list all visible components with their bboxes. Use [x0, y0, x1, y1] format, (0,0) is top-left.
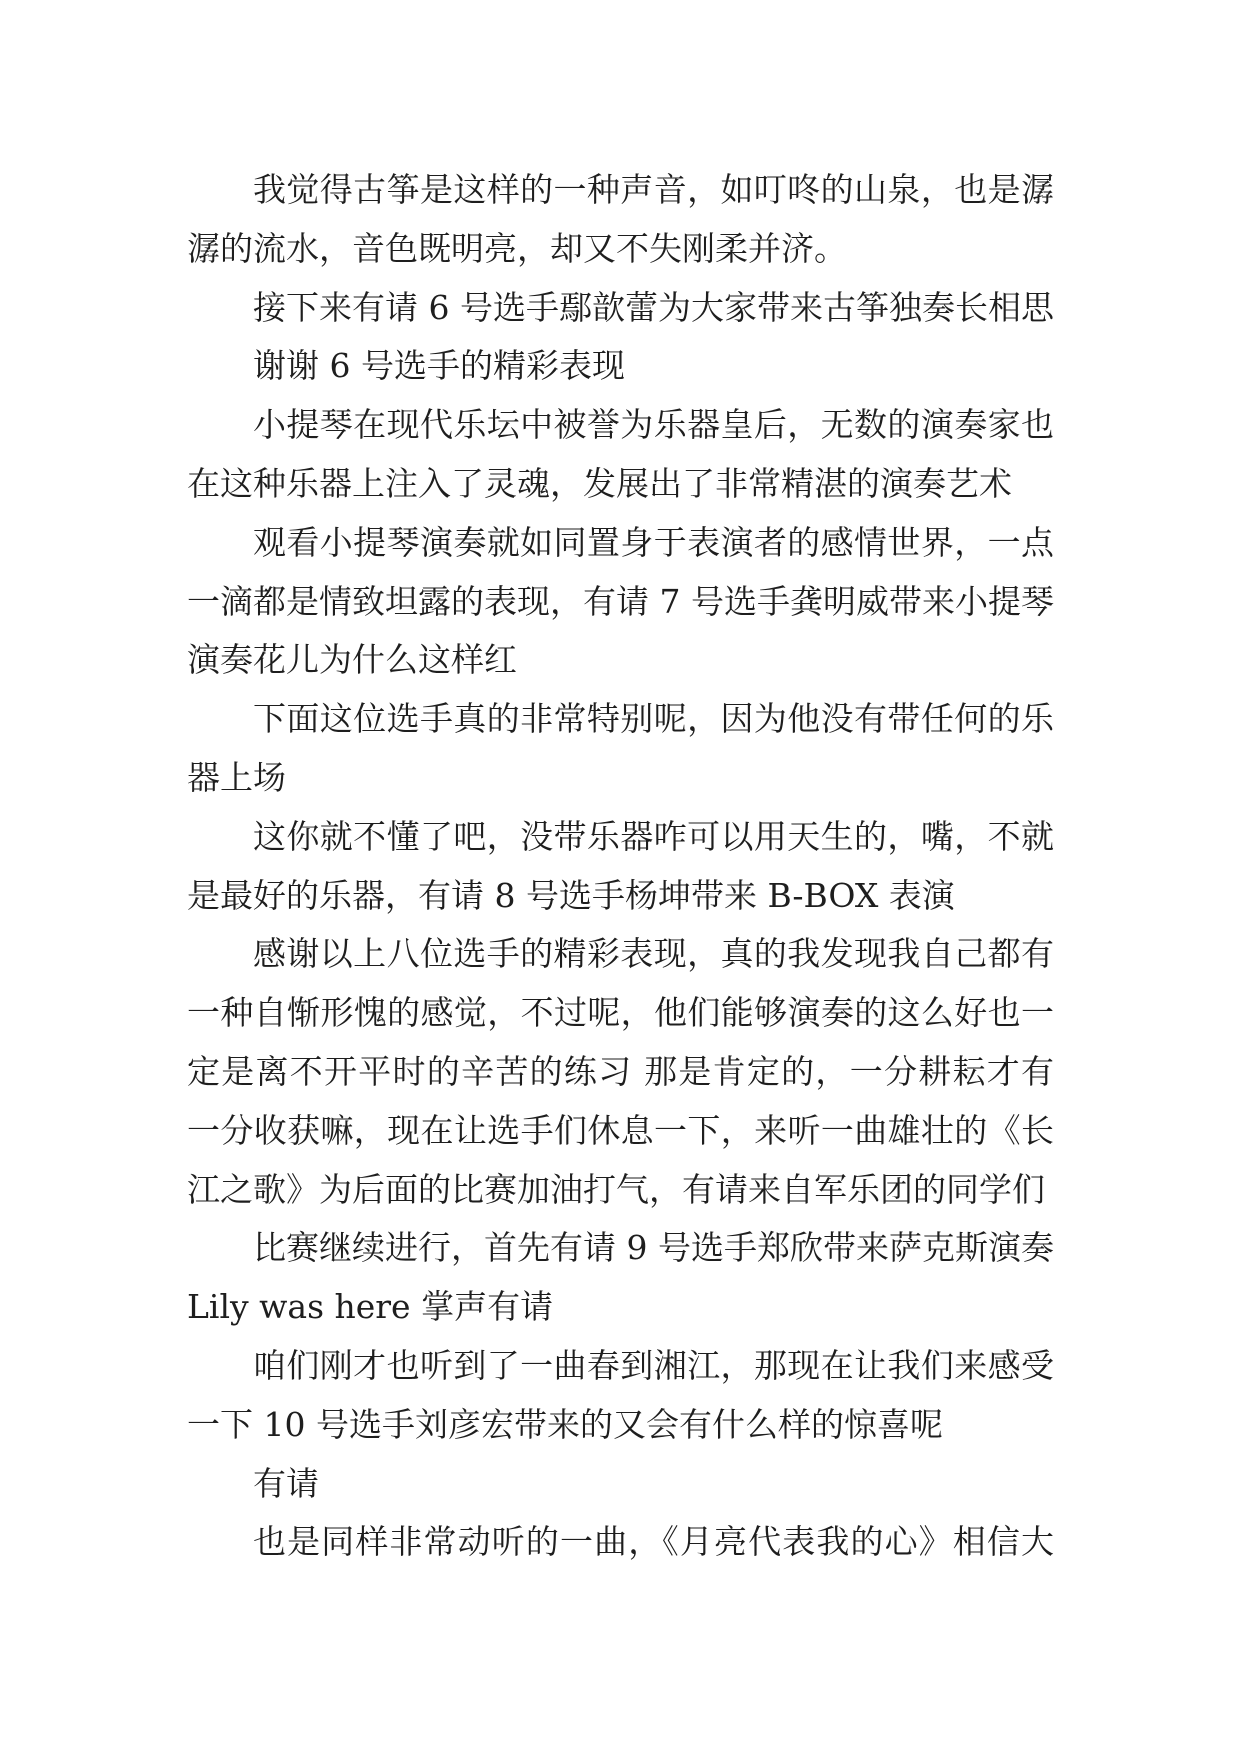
paragraph: [187, 337, 1054, 396]
text-line: 也是同样非常动听的一曲，《月亮代表我的心》相信大: [253, 1522, 1054, 1562]
paragraph: [187, 514, 1054, 690]
text-line: 咱们刚才也听到了一曲春到湘江，那现在让我们来感受: [253, 1345, 1054, 1385]
paragraph: [187, 1455, 1054, 1514]
paragraph: [187, 1337, 1054, 1455]
text-line: 下面这位选手真的非常特别呢，因为他没有带任何的乐: [253, 699, 1054, 739]
paragraph: [187, 1219, 1054, 1337]
text-line: 定是离不开平时的辛苦的练习 那是肯定的，一分耕耘才有: [187, 1051, 1054, 1091]
paragraph: [187, 925, 1054, 1219]
text-line: 一种自惭形愧的感觉，不过呢，他们能够演奏的这么好也一: [187, 993, 1054, 1033]
text-line: 这你就不懂了吧，没带乐器咋可以用天生的，嘴，不就: [253, 816, 1054, 856]
document-body: [187, 161, 1054, 1572]
paragraph: [187, 690, 1054, 808]
paragraph: [187, 1513, 1054, 1572]
paragraph: [187, 808, 1054, 926]
text-line: 器上场: [187, 757, 286, 797]
paragraph: [187, 396, 1054, 514]
text-line: 潺的流水，音色既明亮，却又不失刚柔并济。: [187, 228, 847, 268]
text-line: 江之歌》为后面的比赛加油打气，有请来自军乐团的同学们: [187, 1169, 1045, 1209]
text-line: 我觉得古筝是这样的一种声音，如叮咚的山泉，也是潺: [253, 170, 1054, 209]
text-line: 比赛继续进行，首先有请 9 号选手郑欣带来萨克斯演奏: [253, 1228, 1054, 1268]
text-line: 感谢以上八位选手的精彩表现，真的我发现我自己都有: [253, 934, 1054, 974]
text-line: 是最好的乐器，有请 8 号选手杨坤带来 B-BOX 表演: [187, 875, 955, 915]
text-line: Lily was here 掌声有请: [187, 1287, 554, 1327]
text-line: 在这种乐器上注入了灵魂，发展出了非常精湛的演奏艺术: [187, 463, 1012, 503]
text-line: 接下来有请 6 号选手鄢歆蕾为大家带来古筝独奏长相思: [253, 287, 1054, 327]
text-line: 谢谢 6 号选手的精彩表现: [253, 346, 625, 386]
text-line: 一分收获嘛，现在让选手们休息一下，来听一曲雄壮的《长: [187, 1110, 1054, 1150]
text-line: 一下 10 号选手刘彦宏带来的又会有什么样的惊喜呢: [187, 1404, 943, 1444]
text-line: 有请: [253, 1463, 319, 1503]
text-line: 一滴都是情致坦露的表现，有请 7 号选手龚明威带来小提琴: [187, 581, 1054, 621]
text-line: 观看小提琴演奏就如同置身于表演者的感情世界，一点: [253, 522, 1054, 562]
paragraph: [187, 161, 1054, 279]
paragraph: [187, 279, 1054, 338]
text-line: 演奏花儿为什么这样红: [187, 640, 517, 680]
text-line: 小提琴在现代乐坛中被誉为乐器皇后，无数的演奏家也: [253, 405, 1054, 445]
